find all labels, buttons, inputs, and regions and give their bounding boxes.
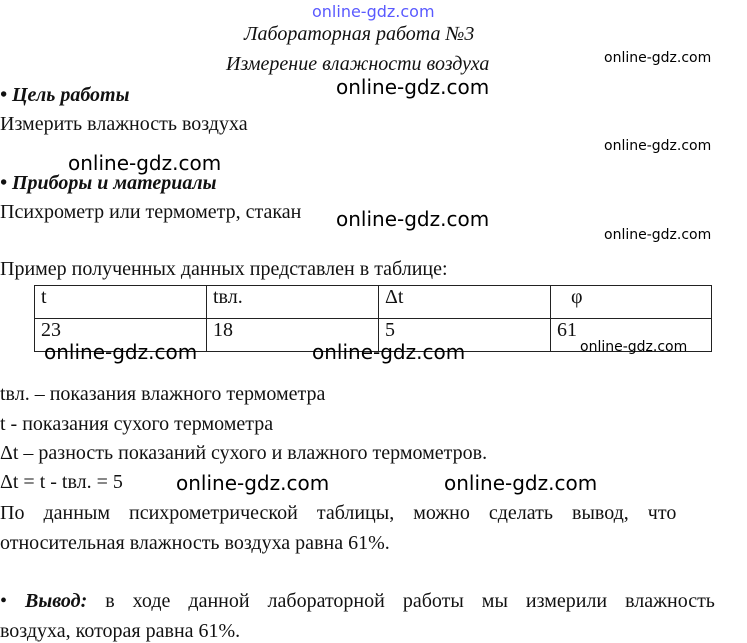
materials-text: Психрометр или термометр, стакан [0, 201, 302, 223]
watermark-label: online-gdz.com [336, 207, 490, 231]
cell-t-wet: 18 [207, 319, 379, 352]
result-line-2: воздуха, которая равна 61%. [0, 620, 241, 642]
result-bullet: • [0, 590, 8, 612]
header-cell-delta-t: Δt [379, 286, 551, 319]
table-intro: Пример полученных данных представлен в таблице: [0, 258, 448, 280]
watermark-label: online-gdz.com [336, 75, 490, 99]
watermark-label: online-gdz.com [604, 138, 712, 154]
watermark-label: online-gdz.com [604, 50, 712, 66]
header-cell-phi: φ [551, 286, 712, 319]
result-label: Вывод: [25, 590, 88, 612]
watermark-label: online-gdz.com [604, 227, 712, 243]
watermark-label: online-gdz.com [68, 151, 222, 175]
header-cell-t-wet: tвл. [207, 286, 379, 319]
watermark-top: online-gdz.com [312, 2, 435, 21]
cell-phi: 61 [551, 319, 712, 352]
legend-line-2: t - показания сухого термометра [0, 413, 274, 435]
page-subtitle: Измерение влажности воздуха [226, 53, 490, 75]
watermark-label: online-gdz.com [44, 340, 198, 364]
conclusion-line-2: относительная влажность воздуха равна 61%. [0, 532, 390, 554]
materials-heading: • Приборы и материалы [0, 172, 217, 194]
legend-line-3: Δt – разность показаний сухого и влажного термометров. [0, 442, 488, 464]
page-title: Лабораторная работа №3 [244, 23, 475, 45]
cell-t: 23 [35, 319, 207, 352]
watermark-label: online-gdz.com [444, 471, 598, 495]
watermark-label: online-gdz.com [312, 340, 466, 364]
legend-line-4: Δt = t - tвл. = 5 [0, 471, 123, 493]
header-cell-t: t [35, 286, 207, 319]
legend-line-1: tвл. – показания влажного термометра [0, 383, 326, 405]
result-line-1 [0, 590, 747, 613]
cell-delta-t: 5 [379, 319, 551, 352]
conclusion-line-1: По данным психрометрической таблицы, можно сделать вывод, что [0, 502, 677, 524]
goal-text: Измерить влажность воздуха [0, 113, 248, 135]
goal-heading: • Цель работы [0, 84, 130, 106]
result-text: в ходе данной лабораторной работы мы измерили влажность [105, 590, 715, 612]
table-header-row [35, 286, 712, 319]
watermark-label: online-gdz.com [580, 339, 688, 355]
watermark-label: online-gdz.com [176, 471, 330, 495]
